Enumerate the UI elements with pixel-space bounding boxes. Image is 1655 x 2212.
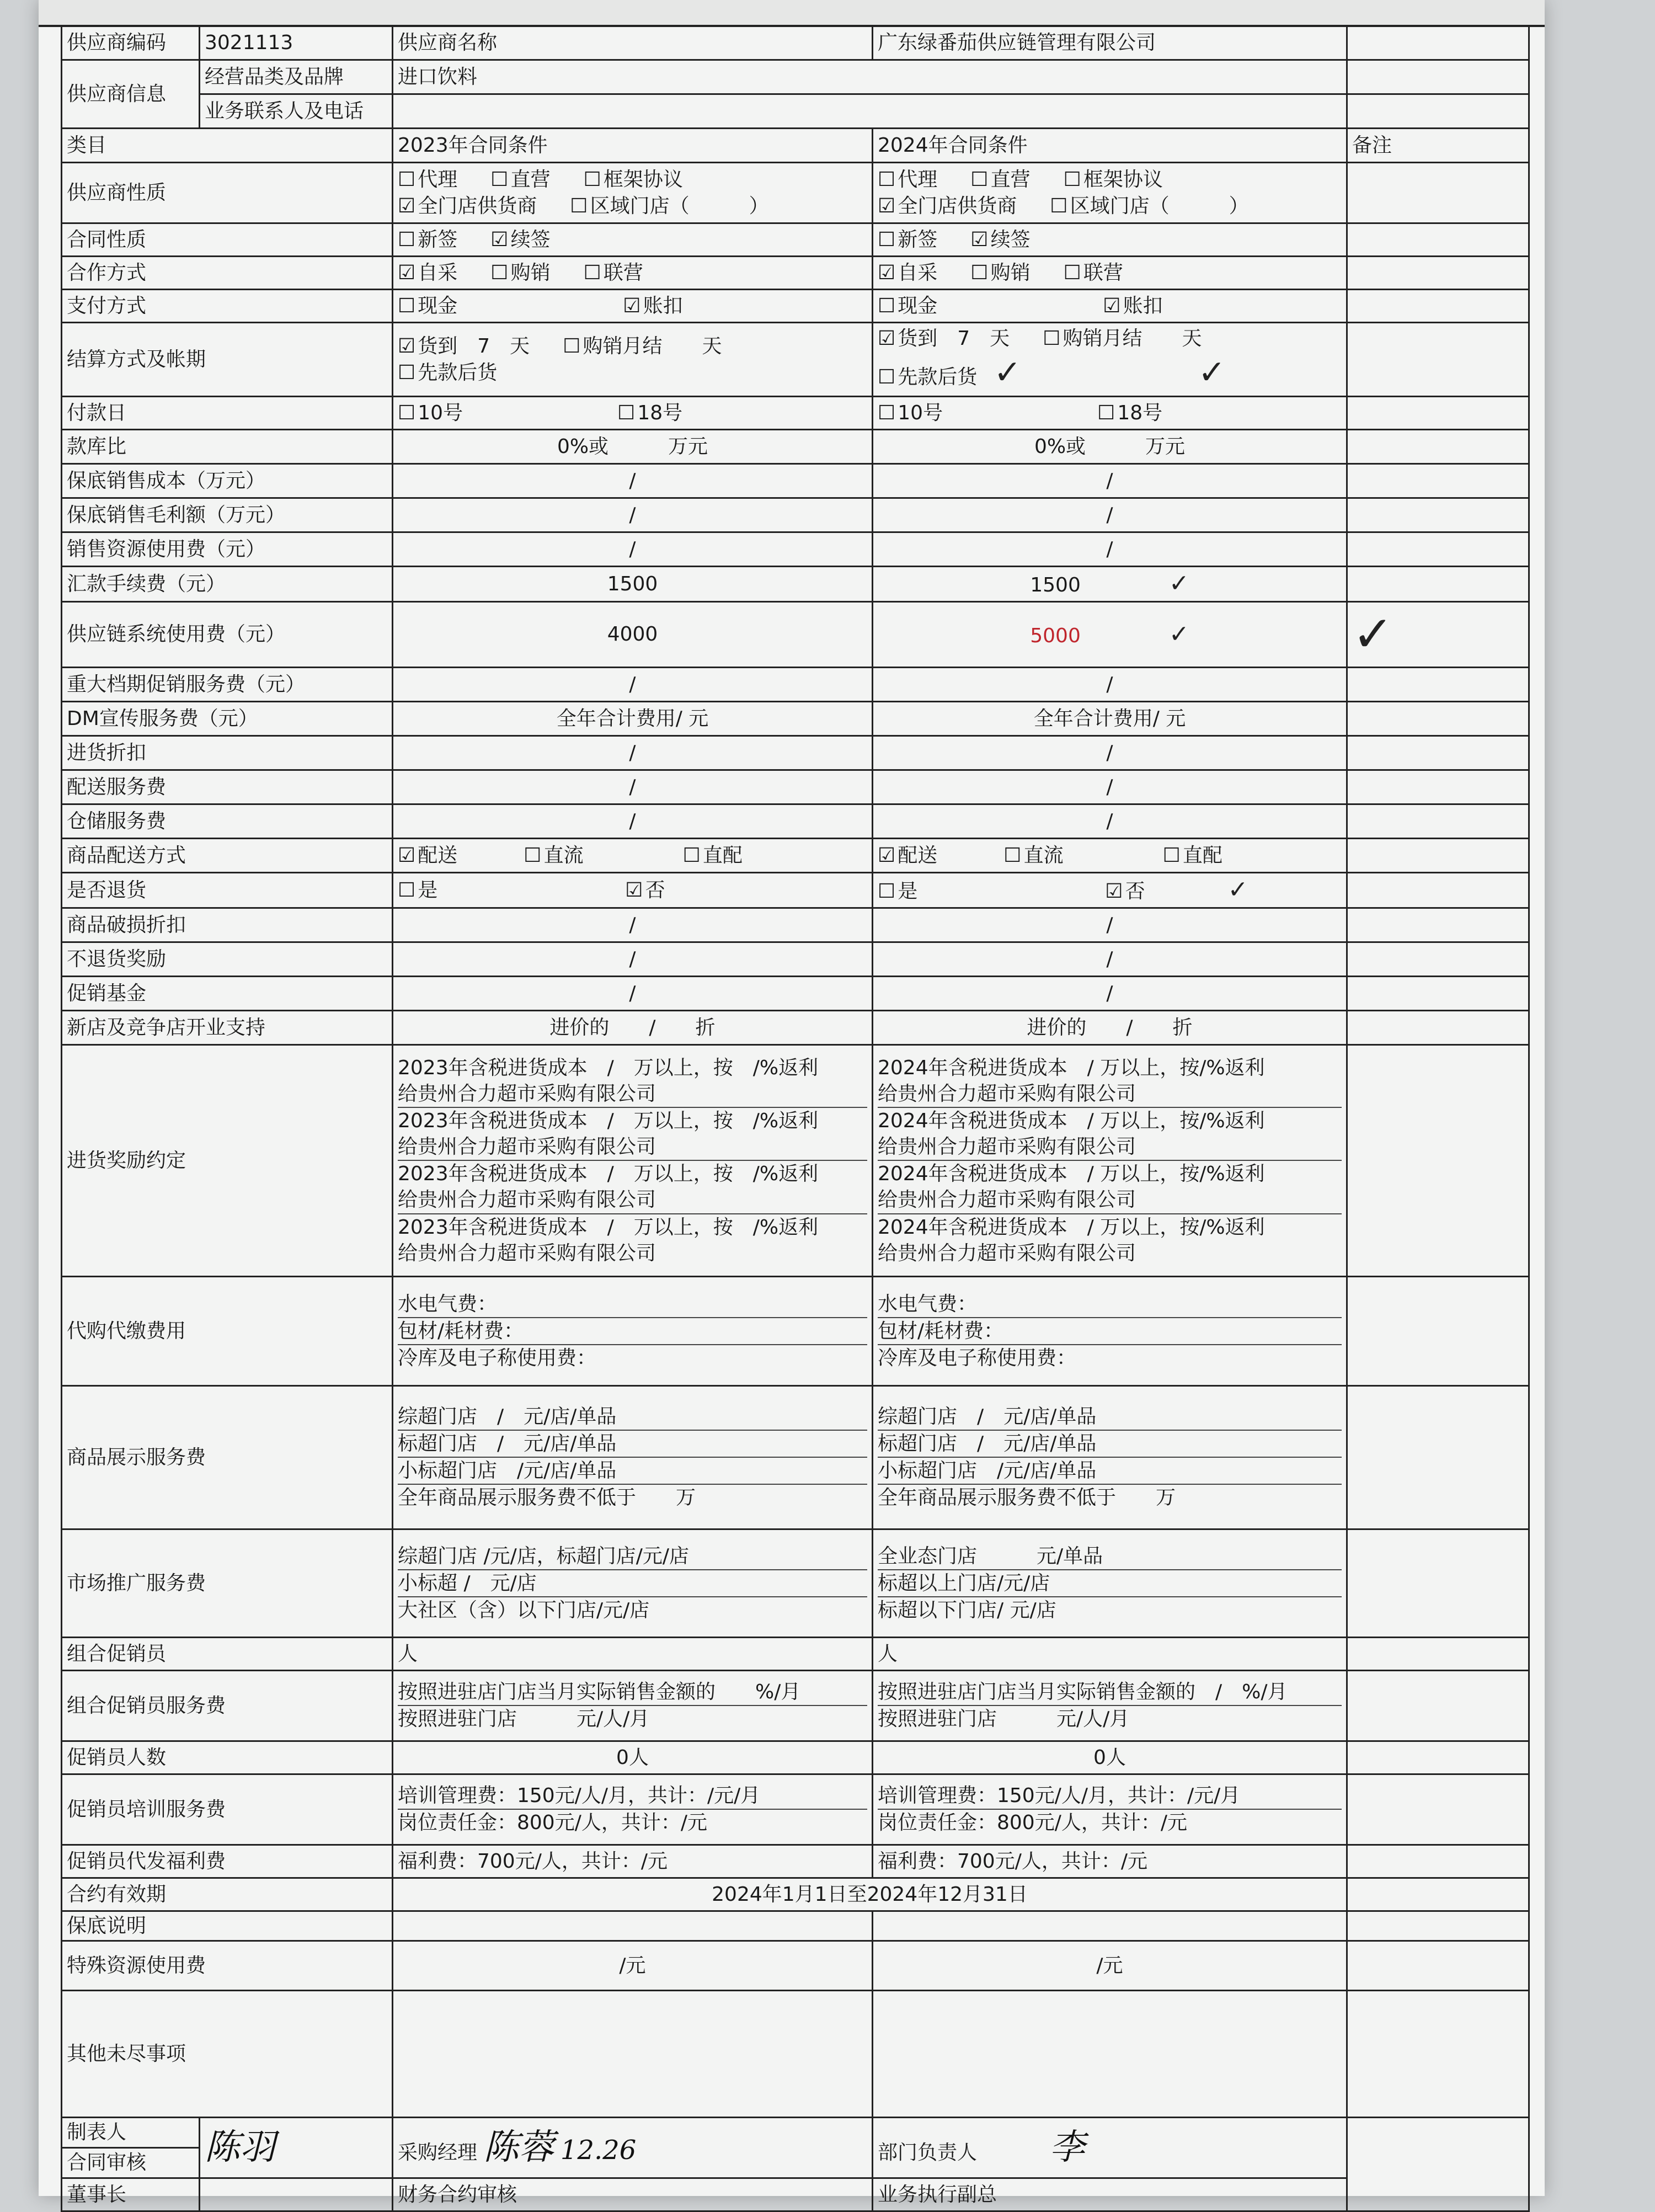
supplier-code-label: 供应商编码 bbox=[62, 26, 200, 60]
stock-ratio-label: 款库比 bbox=[62, 430, 393, 464]
delivery-fee-2024: / bbox=[873, 770, 1347, 804]
rebate-label: 进货奖励约定 bbox=[62, 1044, 393, 1276]
min-margin-2024: / bbox=[873, 498, 1347, 532]
col-2024: 2024年合同条件 bbox=[873, 129, 1347, 163]
contract-conditions-table bbox=[61, 25, 1530, 2212]
handwritten-check-icon: ✓ bbox=[1198, 353, 1226, 392]
promoter-count-label: 促销员人数 bbox=[62, 1741, 393, 1774]
training-2023: 培训管理费：150元/人/月，共计：/元/月 岗位责任金：800元/人，共计：/元 bbox=[393, 1774, 873, 1845]
payment-label: 支付方式 bbox=[62, 290, 393, 323]
min-cost-label: 保底销售成本（万元） bbox=[62, 464, 393, 498]
welfare-2023: 福利费：700元/人，共计：/元 bbox=[393, 1845, 873, 1878]
settle-label: 结算方式及帐期 bbox=[62, 323, 393, 397]
promo-fund-label: 促销基金 bbox=[62, 976, 393, 1010]
promo-fee-2023: / bbox=[393, 667, 873, 701]
remit-fee-2023: 1500 bbox=[393, 567, 873, 602]
agency-2023: 水电气费： 包材/耗材费： 冷库及电子称使用费： bbox=[393, 1276, 873, 1385]
pay-day-label: 付款日 bbox=[62, 397, 393, 430]
welfare-label: 促销员代发福利费 bbox=[62, 1845, 393, 1878]
min-margin-2023: / bbox=[393, 498, 873, 532]
contract-type-2023: ☐ 新签 ☑ 续签 bbox=[393, 223, 873, 257]
handwritten-check-icon: ✓ bbox=[1352, 605, 1394, 663]
col-remark: 备注 bbox=[1347, 129, 1529, 163]
checkbox-checked: ☑ bbox=[878, 194, 896, 217]
maker-signature: 陈羽 bbox=[200, 2117, 393, 2178]
damage-2023: / bbox=[393, 908, 873, 942]
marketing-label: 市场推广服务费 bbox=[62, 1529, 393, 1637]
stock-ratio-2024: 0%或 万元 bbox=[873, 430, 1347, 464]
supplier-info-label: 供应商信息 bbox=[62, 60, 200, 129]
guarantee-label: 保底说明 bbox=[62, 1911, 393, 1941]
new-store-2024: 进价的 / 折 bbox=[873, 1010, 1347, 1044]
nature-label: 供应商性质 bbox=[62, 163, 393, 223]
category-brand-label: 经营品类及品牌 bbox=[200, 60, 393, 94]
remit-fee-2024: 1500 ✓ bbox=[873, 567, 1347, 602]
min-cost-2023: / bbox=[393, 464, 873, 498]
payment-2023: ☐ 现金 ☑ 账扣 bbox=[393, 290, 873, 323]
other-label: 其他未尽事项 bbox=[62, 1990, 393, 2117]
promoter-count-2024: 0人 bbox=[873, 1741, 1347, 1774]
combo-staff-label: 组合促销员 bbox=[62, 1637, 393, 1670]
maker-label: 制表人 bbox=[62, 2117, 200, 2147]
min-margin-label: 保底销售毛利额（万元） bbox=[62, 498, 393, 532]
combo-fee-2024: 按照进驻店门店当月实际销售金额的 / %/月 按照进驻门店 元/人/月 bbox=[873, 1670, 1347, 1741]
promo-fund-2023: / bbox=[393, 976, 873, 1010]
coop-2023: ☑ 自采 ☐ 购销 ☐ 联营 bbox=[393, 257, 873, 290]
marketing-2024: 全业态门店 元/单品 标超以上门店/元/店 标超以下门店/ 元/店 bbox=[873, 1529, 1347, 1637]
new-store-2023: 进价的 / 折 bbox=[393, 1010, 873, 1044]
contract-type-2024: ☐ 新签 ☑ 续签 bbox=[873, 223, 1347, 257]
supplier-name-label: 供应商名称 bbox=[393, 26, 873, 60]
dm-fee-2024: 全年合计费用/ 元 bbox=[873, 701, 1347, 735]
vp-label: 业务执行副总 bbox=[873, 2178, 1347, 2211]
damage-2024: / bbox=[873, 908, 1347, 942]
combo-staff-2024: 人 bbox=[873, 1637, 1347, 1670]
min-cost-2024: / bbox=[873, 464, 1347, 498]
resource-fee-2023: / bbox=[393, 532, 873, 567]
storage-fee-label: 仓储服务费 bbox=[62, 804, 393, 838]
agency-2024: 水电气费： 包材/耗材费： 冷库及电子称使用费： bbox=[873, 1276, 1347, 1385]
scm-fee-label: 供应链系统使用费（元） bbox=[62, 601, 393, 667]
supplier-name: 广东绿番茄供应链管理有限公司 bbox=[873, 26, 1347, 60]
returns-label: 是否退货 bbox=[62, 872, 393, 908]
storage-fee-2023: / bbox=[393, 804, 873, 838]
rebate-2024: 2024年含税进货成本 / 万以上，按/%返利 给贵州合力超市采购有限公司 2024年含税进货成本 / 万以上，按/%返利 给贵州合力超市采购有限公司 2024年含税进货成本 / 万以上，按/%返利 给贵州合力超市采购有限公司 2024年含税进货成本 / 万以上，按/%返利 给贵州合力超市采购有限公司 bbox=[873, 1044, 1347, 1276]
handwritten-check-icon: ✓ bbox=[1227, 875, 1248, 904]
returns-2024: ☐ 是 ☑ 否 ✓ bbox=[873, 872, 1347, 908]
display-2024: 综超门店 / 元/店/单品 标超门店 / 元/店/单品 小标超门店 /元/店/单品 全年商品展示服务费不低于 万 bbox=[873, 1385, 1347, 1529]
purchase-discount-label: 进货折扣 bbox=[62, 735, 393, 770]
combo-fee-2023: 按照进驻店门店当月实际销售金额的 %/月 按照进驻门店 元/人/月 bbox=[393, 1670, 873, 1741]
special-fee-label: 特殊资源使用费 bbox=[62, 1941, 393, 1990]
delivery-fee-2023: / bbox=[393, 770, 873, 804]
delivery-mode-2023: ☑ 配送 ☐ 直流 ☐ 直配 bbox=[393, 838, 873, 872]
storage-fee-2024: / bbox=[873, 804, 1347, 838]
purchase-discount-2024: / bbox=[873, 735, 1347, 770]
handwritten-check-icon: ✓ bbox=[1168, 620, 1189, 648]
delivery-mode-2024: ☑ 配送 ☐ 直流 ☐ 直配 bbox=[873, 838, 1347, 872]
promo-fund-2024: / bbox=[873, 976, 1347, 1010]
chair-label: 董事长 bbox=[62, 2178, 200, 2211]
scm-fee-2023: 4000 bbox=[393, 601, 873, 667]
delivery-fee-label: 配送服务费 bbox=[62, 770, 393, 804]
pay-day-2024: ☐ 10号 ☐ 18号 bbox=[873, 397, 1347, 430]
finance-review-label: 财务合约审核 bbox=[393, 2178, 873, 2211]
coop-label: 合作方式 bbox=[62, 257, 393, 290]
contract-type-label: 合同性质 bbox=[62, 223, 393, 257]
purchase-discount-2023: / bbox=[393, 735, 873, 770]
marketing-2023: 综超门店 /元/店，标超门店/元/店 小标超 / 元/店 大社区（含）以下门店/元/店 bbox=[393, 1529, 873, 1637]
resource-fee-2024: / bbox=[873, 532, 1347, 567]
settle-2023: ☑ 货到 7 天 ☐ 购销月结 天 ☐ 先款后货 bbox=[393, 323, 873, 397]
combo-fee-label: 组合促销员服务费 bbox=[62, 1670, 393, 1741]
validity-value: 2024年1月1日至2024年12月31日 bbox=[393, 1878, 1347, 1911]
no-return-reward-2024: / bbox=[873, 942, 1347, 976]
coop-2024: ☑ 自采 ☐ 购销 ☐ 联营 bbox=[873, 257, 1347, 290]
no-return-reward-label: 不退货奖励 bbox=[62, 942, 393, 976]
no-return-reward-2023: / bbox=[393, 942, 873, 976]
settle-2024: ☑ 货到 7 天 ☐ 购销月结 天 ☐ 先款后货 ✓ ✓ bbox=[873, 323, 1347, 397]
category-brand: 进口饮料 bbox=[393, 60, 1347, 94]
promoter-count-2023: 0人 bbox=[393, 1741, 873, 1774]
welfare-2024: 福利费：700元/人，共计：/元 bbox=[873, 1845, 1347, 1878]
special-fee-2024: /元 bbox=[873, 1941, 1347, 1990]
purchase-manager: 采购经理 陈蓉 12.26 bbox=[393, 2117, 873, 2178]
review-label: 合同审核 bbox=[62, 2147, 200, 2178]
checkbox-checked: ☑ bbox=[398, 194, 416, 217]
dm-fee-2023: 全年合计费用/ 元 bbox=[393, 701, 873, 735]
nature-2023: ☐ 代理 ☐ 直营 ☐ 框架协议 ☑ 全门店供货商 ☐ 区域门店（ ） bbox=[393, 163, 873, 223]
special-fee-2023: /元 bbox=[393, 1941, 873, 1990]
payment-2024: ☐ 现金 ☑ 账扣 bbox=[873, 290, 1347, 323]
cut-off-title-band bbox=[39, 0, 1545, 27]
remark-check bbox=[1347, 601, 1529, 667]
display-label: 商品展示服务费 bbox=[62, 1385, 393, 1529]
col-2023: 2023年合同条件 bbox=[393, 129, 873, 163]
agency-label: 代购代缴费用 bbox=[62, 1276, 393, 1385]
validity-label: 合约有效期 bbox=[62, 1878, 393, 1911]
combo-staff-2023: 人 bbox=[393, 1637, 873, 1670]
remit-fee-label: 汇款手续费（元） bbox=[62, 567, 393, 602]
new-store-label: 新店及竞争店开业支持 bbox=[62, 1010, 393, 1044]
rebate-2023: 2023年含税进货成本 / 万以上，按 /%返利 给贵州合力超市采购有限公司 2023年含税进货成本 / 万以上，按 /%返利 给贵州合力超市采购有限公司 2023年含税进货成本 / 万以上，按 /%返利 给贵州合力超市采购有限公司 2023年含税进货成本 / 万以上，按 /%返利 给贵州合力超市采购有限公司 bbox=[393, 1044, 873, 1276]
handwritten-check-icon: ✓ bbox=[1168, 569, 1189, 598]
col-category: 类目 bbox=[62, 129, 393, 163]
pay-day-2023: ☐ 10号 ☐ 18号 bbox=[393, 397, 873, 430]
resource-fee-label: 销售资源使用费（元） bbox=[62, 532, 393, 567]
scm-fee-2024: 5000 ✓ bbox=[873, 601, 1347, 667]
contact-label: 业务联系人及电话 bbox=[200, 94, 393, 129]
nature-2024: ☐ 代理 ☐ 直营 ☐ 框架协议 ☑ 全门店供货商 ☐ 区域门店（ ） bbox=[873, 163, 1347, 223]
returns-2023: ☐ 是 ☑ 否 bbox=[393, 872, 873, 908]
supplier-code: 3021113 bbox=[200, 26, 393, 60]
display-2023: 综超门店 / 元/店/单品 标超门店 / 元/店/单品 小标超门店 /元/店/单品 全年商品展示服务费不低于 万 bbox=[393, 1385, 873, 1529]
stock-ratio-2023: 0%或 万元 bbox=[393, 430, 873, 464]
dm-fee-label: DM宣传服务费（元） bbox=[62, 701, 393, 735]
delivery-mode-label: 商品配送方式 bbox=[62, 838, 393, 872]
damage-label: 商品破损折扣 bbox=[62, 908, 393, 942]
training-label: 促销员培训服务费 bbox=[62, 1774, 393, 1845]
handwritten-check-icon: ✓ bbox=[994, 353, 1022, 392]
promo-fee-label: 重大档期促销服务费（元） bbox=[62, 667, 393, 701]
dept-head: 部门负责人 李 bbox=[873, 2117, 1347, 2178]
training-2024: 培训管理费：150元/人/月，共计：/元/月 岗位责任金：800元/人，共计：/元 bbox=[873, 1774, 1347, 1845]
promo-fee-2024: / bbox=[873, 667, 1347, 701]
